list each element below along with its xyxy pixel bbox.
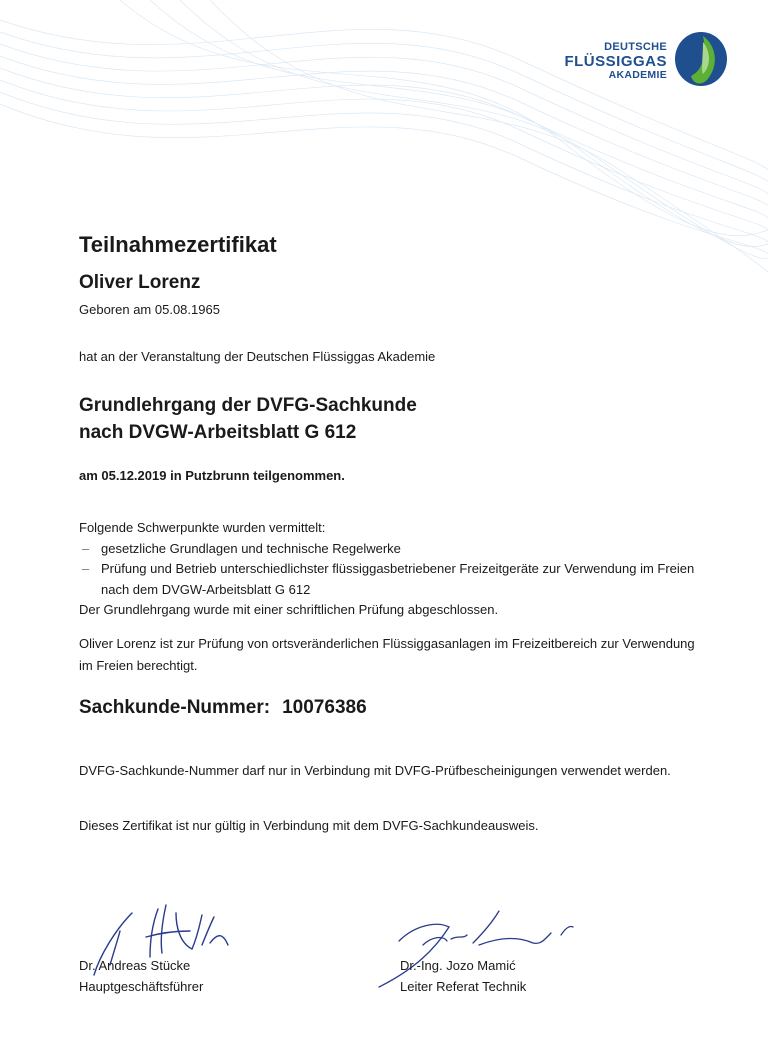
signature-block-2 — [400, 955, 526, 997]
logo-line-1: DEUTSCHE — [604, 41, 667, 53]
dfa-logo — [545, 28, 735, 90]
intro-text: hat an der Veranstaltung der Deutschen Flüssiggas Akademie — [79, 349, 436, 364]
validity-note: Dieses Zertifikat ist nur gültig in Verbindung mit dem DVFG-Sachkundeausweis. — [79, 818, 539, 833]
course-line-1: Grundlehrgang der DVFG-Sachkunde — [79, 395, 417, 416]
logo-text — [564, 42, 667, 81]
usage-note: DVFG-Sachkunde-Nummer darf nur in Verbindung mit DVFG-Prüfbescheinigungen verwendet werden. — [79, 763, 671, 778]
focus-item: – gesetzliche Grundlagen und technische Regelwerke — [79, 539, 699, 560]
focus-item: – Prüfung und Betrieb unterschiedlichster flüssiggasbetriebener Freizeitgeräte zur Verwendung im Freien nach dem DVGW-Arbeitsblatt G 612 — [79, 559, 699, 600]
course-line-2: nach DVGW-Arbeitsblatt G 612 — [79, 422, 357, 443]
signatory-name: Dr.-Ing. Jozo Mamić — [400, 958, 516, 973]
signatory-role: Hauptgeschäftsführer — [79, 979, 204, 994]
focus-heading: Folgende Schwerpunkte wurden vermittelt: — [79, 520, 326, 535]
authorization-text: Oliver Lorenz ist zur Prüfung von ortsveränderlichen Flüssiggasanlagen im Freizeitbereich zur Verwendung im Freien berechtigt. — [79, 636, 695, 673]
logo-line-3: AKADEMIE — [608, 69, 667, 81]
focus-section — [79, 518, 699, 621]
birth-date: Geboren am 05.08.1965 — [79, 302, 220, 317]
participant-name: Oliver Lorenz — [79, 272, 201, 293]
event-date: am 05.12.2019 in Putzbrunn teilgenommen. — [79, 468, 345, 483]
sachkunde-number — [79, 697, 367, 719]
logo-line-2: FLÜSSIGGAS — [564, 53, 667, 70]
signature-block-1 — [79, 955, 203, 997]
flame-drop-icon — [673, 30, 729, 88]
sachkunde-value: 10076386 — [282, 697, 367, 718]
sachkunde-label: Sachkunde-Nummer: — [79, 697, 271, 718]
focus-list — [79, 539, 699, 601]
exam-line: Der Grundlehrgang wurde mit einer schriftlichen Prüfung abgeschlossen. — [79, 602, 499, 617]
course-title — [79, 392, 417, 446]
signatory-role: Leiter Referat Technik — [400, 979, 527, 994]
certificate-title: Teilnahmezertifikat — [79, 232, 277, 257]
signatory-name: Dr. Andreas Stücke — [79, 958, 191, 973]
